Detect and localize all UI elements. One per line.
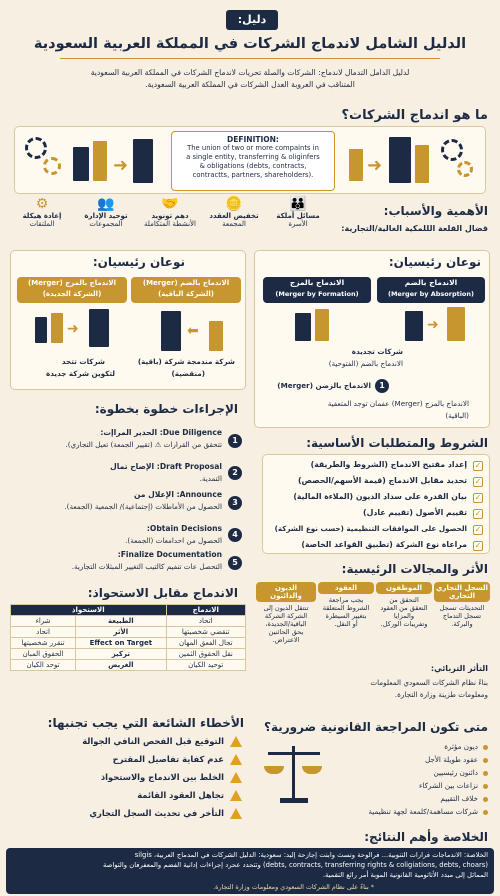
effect-column [256, 582, 316, 644]
conclusion-line: المماثل إلى مبدد الأتاتومية القانونية الموبة أمر رائع التقمية. [322, 871, 488, 879]
formation-box-line2: (Merger by Formation) [275, 290, 359, 298]
bullet-icon [483, 810, 488, 815]
building-icon [73, 147, 89, 181]
step-body: التمدية. [199, 474, 222, 483]
importance-item-sub: الملتقات [29, 220, 55, 228]
effect-column-text: التحديثات تسجل [439, 604, 485, 612]
effect-column-head [318, 582, 374, 594]
importance-item-label: تخفيض العقدد [209, 212, 259, 220]
table-cell: اتحاد [11, 627, 76, 638]
checkbox-icon: ✓ [474, 493, 482, 502]
importance-item-sub: المجمعة [222, 220, 246, 228]
types-right-step2-line1: الاندماج بالمزج (Merger) عفمان توجد المتعفية [327, 399, 469, 408]
absorption-box-line1: الاندماج بالضم [404, 278, 458, 287]
effect-column-text: وتفريبات الوركل. [380, 620, 428, 628]
effect-column-text: النعقق من العقود [380, 604, 428, 612]
step-number: 5 [228, 556, 242, 570]
importance-item-sub: الأسرة [288, 220, 308, 228]
types-left-caption-b-line2: لتكوين شركة جديدة [46, 369, 115, 378]
warning-icon [230, 736, 242, 747]
bullet-icon [483, 758, 488, 763]
checkbox-icon: ✓ [474, 509, 482, 518]
arrow-right-icon: ➜ [367, 155, 383, 176]
page-title: الدليل الشامل لاندماج الشركات في المملكة العربية السعودية [33, 36, 467, 52]
types-left-section [10, 250, 246, 390]
step-body: التحصل عات تنفيم كالتيب التغيير المبثلات التجارية. [71, 562, 222, 571]
step-head: Due Diligence: الحدير المراإت: [100, 428, 222, 437]
building-icon [349, 149, 363, 181]
definition-label: DEFINITION: [227, 135, 279, 144]
mistake-item: التوقيع قبل الفحص النافي الجوالة [82, 736, 224, 746]
building-icon [89, 309, 109, 347]
mistake-item: تجاهل العقود القائمة [137, 790, 224, 800]
building-icon [405, 311, 423, 341]
conclusion-line: (debts, contracts, transferring rights & coligiations, debts, choars) وتتحدد عحرد إجراءات إدانية الفضم والمعفرفان والتواصة [102, 861, 488, 869]
table-cell: توحيد الكيان [166, 660, 245, 671]
mistakes-title: الأخطاء الشائعة التي يجب تجنبها: [47, 716, 244, 730]
building-icon [209, 321, 223, 351]
checkbox-icon: ✓ [474, 477, 482, 486]
conclusion-box [6, 848, 494, 894]
new-company-box-line1: الاندماج بالمزج (Merger) [28, 279, 116, 287]
table-cell: تجال الفعق المهان [166, 638, 245, 649]
effect-column [318, 582, 374, 628]
arrow-right-icon: ➜ [113, 155, 129, 176]
building-icon [315, 309, 329, 341]
impact-title: التأثر التربائي: [430, 664, 488, 673]
types-right-step2-line2: (الباقية) [445, 411, 469, 420]
surviving-box [131, 277, 241, 303]
mistake-item: التأخر في تحديث السجل التجاري [89, 808, 224, 818]
effect-column-text: تنتقل الديون إلى [263, 604, 309, 612]
table-cell: توحد الكيان [11, 660, 76, 671]
team-icon: 👥 [97, 196, 115, 212]
mistake-item: عدم كفاية تفاصيل المقترح [112, 754, 224, 764]
effect-column-head-text: الموظفون [385, 584, 423, 592]
effect-column-text: بتغيير السيطرة [325, 612, 367, 620]
steps-list [10, 420, 246, 580]
effect-column-text: والمزايا [393, 612, 415, 620]
types-right-caption-b: الاندماج بالضم (الفتوحية) [328, 359, 403, 368]
review-item: خلاف التقييم [440, 794, 478, 803]
step-head: Draft Proposal: الإصاح تمال [110, 462, 222, 471]
effect-column-head-text: العقود [335, 584, 357, 592]
effect-column-text: يجب مراجعة [328, 596, 364, 604]
importance-item-sub: المجموعات [89, 220, 123, 228]
step-head: Obtain Decisions: [146, 524, 222, 533]
definition-line: a single entity, transferring & oliginfers [186, 153, 320, 161]
checkbox-icon: ✓ [474, 461, 482, 470]
review-item: دائنون رئيسيين [433, 768, 478, 777]
comparison-table [10, 604, 246, 671]
impact-item: بناءً نظام الشركات السعودي المعلومات [370, 678, 488, 687]
types-right-step1: الاندماج بالزضن (Merger) [277, 381, 371, 390]
conclusion-line: الخلاصة: الاندماجات فرارات التنوبية... فرالوحة ونسث وابنت إجازحة إليد: سعودية: الدليل الشركات في المدماج العربية، silgis [134, 851, 488, 859]
importance-item [138, 196, 202, 228]
bullet-icon [483, 784, 488, 789]
condition-item: مراعاة نوع الشركة (تطبيق القواعد الخاصة) [301, 540, 467, 549]
gear-icon [457, 161, 473, 177]
table-cell: الأثر [76, 627, 166, 638]
importance-item-label: إعادة هيكلة [22, 212, 62, 220]
importance-item-label: مسائل أملكة [276, 212, 320, 220]
building-icon [415, 145, 429, 183]
building-icon [51, 313, 63, 343]
intro-text-line2: المتناقب في العروبة العدل الشركات في المملكة العربية السعودية. [145, 80, 355, 89]
types-right-title: نوعان رئيسيان: [388, 255, 481, 269]
table-row [11, 649, 246, 660]
table-header-acquisition: الاستحواذ [11, 605, 167, 616]
steps-title: الإجراءات خطوة بخطوة: [94, 402, 238, 416]
types-left-caption-a-line1: شركة مندمجة شركة (باقية) [137, 357, 235, 366]
bullet-icon [483, 797, 488, 802]
definition-box [171, 131, 335, 191]
checkbox-icon: ✓ [474, 541, 482, 550]
handshake-icon: 🤝 [161, 196, 179, 212]
importance-title: الأهمية والأسباب: [383, 204, 488, 218]
importance-item [10, 196, 74, 228]
gear-icon [441, 139, 463, 161]
new-company-box-line2: (الشركة الجديدة) [42, 290, 102, 298]
header-badge [226, 10, 278, 30]
step-number: 4 [228, 528, 242, 542]
review-item: نزاعات بين الشركاء [419, 781, 478, 790]
condition-item: تقييم الأصول (تقييم عادل) [363, 508, 467, 517]
warning-icon [230, 790, 242, 801]
step-number-1: 1 [375, 379, 389, 393]
formation-box-line1: الاندماج بالمزج [289, 278, 345, 287]
intro-text-line1: لدليل الدامل التدمال لاندماج: الشركات والصلة تحريات لاندماج الشركات في المملكة العربية السعودية [90, 68, 410, 77]
step-head: Finalize Documentation: [117, 550, 222, 559]
table-cell: الطبيعة [76, 616, 166, 627]
step-number: 1 [228, 434, 242, 448]
gear-icon [43, 157, 61, 175]
effect-column-text: الشركة الشركة [264, 612, 308, 620]
condition-item: تحديد مقابل الاندماج (قيمة الأسهم/الحصص) [297, 476, 467, 485]
table-row [11, 616, 246, 627]
org-icon: ⚙ [35, 196, 49, 212]
effect-column-text: تسجل التدماج [442, 612, 482, 620]
family-icon: 👪 [289, 196, 307, 212]
definition-section [14, 126, 486, 194]
impact-item: ومعلومات طزينة وزارة التجارة. [394, 690, 488, 699]
importance-item-sub: الأنشطة المتكاملة [144, 220, 196, 228]
what-is-title: ما هو اندماج الشركات؟ [341, 108, 488, 123]
effect-column-text: الاعتراض. [272, 636, 300, 644]
review-item: شركات مساهمة/كلمعة لجهة تنظيمية [368, 807, 478, 816]
table-cell: الحقوق المبان [11, 649, 76, 660]
coins-icon: 🪙 [225, 196, 243, 212]
definition-line: contractts, partners, shareholders). [192, 171, 314, 179]
effects-title: الأثر والمجالات الرئيسية: [341, 562, 488, 576]
importance-item [74, 196, 138, 228]
table-header-merger: الاندماج [166, 605, 245, 616]
conditions-list [262, 454, 490, 554]
effect-column [376, 582, 432, 628]
step-number: 2 [228, 466, 242, 480]
condition-item: بيان القدرة على سداد الديون (الملاءة المالية) [293, 492, 467, 501]
condition-item: الحصول على الموافقات التنظيمية (حسب نوع الشركة) [274, 524, 467, 533]
review-title: متى تكون المراجعة القانونية ضرورية؟ [263, 720, 488, 734]
types-left-title: نوعان رئيسيان: [92, 255, 185, 269]
header-badge-label: دليل: [237, 13, 267, 26]
effect-column-head-text: التجاري [448, 592, 475, 600]
effect-column-head [434, 582, 490, 602]
table-cell: تركيز [76, 649, 166, 660]
effect-column-text: الشروط المتعلقة [322, 604, 370, 612]
importance-item-label: توحيد الإدارة [84, 212, 128, 220]
conditions-title: الشروط والمتطلبات الأساسية: [306, 436, 488, 450]
step-body: الحصول من احدامعات (الجمعة). [125, 536, 222, 545]
effect-column-head [376, 582, 432, 594]
step-body: تتحقق من القرارات ⚠ (تقيير الجمعة) تعيل التجاري). [65, 440, 222, 449]
arrow-right-icon: ➜ [427, 317, 439, 333]
table-cell: Effect on Target [76, 638, 166, 649]
types-left-caption-b-line1: شركات تتحد [61, 357, 105, 366]
review-item: ديون مؤثرة [444, 742, 478, 751]
mistake-item: الخلط بين الاندماج والاستحواذ [100, 772, 224, 782]
definition-line: & obligations (debts, contracts, [199, 162, 307, 170]
importance-item [266, 196, 330, 228]
importance-reason: قضال القلعة الللمكية الغالية/التجارية: [341, 224, 488, 233]
consideration-title: الاندماج مقابل الاستحواذ: [87, 586, 238, 600]
mistakes-list [10, 734, 246, 824]
types-right-caption-a: شركات تجديدة [351, 347, 403, 356]
arrow-left-icon: ⬅ [187, 323, 199, 339]
review-list [330, 742, 490, 832]
condition-item: إعداد مقتيح الاندماج (الشروط والطريقة) [310, 460, 467, 469]
table-row [11, 627, 246, 638]
bullet-icon [483, 745, 488, 750]
types-right-section [254, 250, 490, 428]
importance-item [202, 196, 266, 228]
building-icon [295, 313, 311, 341]
effect-column-head-text: الديون [274, 584, 298, 592]
title-divider [60, 58, 440, 59]
surviving-box-line2: (الشركة الباقية) [158, 290, 214, 298]
effect-column-text: يحق الحائنين [268, 628, 304, 636]
step-body: الحصول من الأماطلات (إجتماعية)/ الجمعية (الجمعة). [64, 502, 222, 511]
effect-column-head-text: السجل التجاري [436, 584, 488, 592]
absorption-box [377, 277, 485, 303]
building-icon [93, 141, 107, 181]
building-icon [389, 137, 411, 183]
gear-icon [25, 137, 47, 159]
warning-icon [230, 754, 242, 765]
warning-icon [230, 808, 242, 819]
building-icon [133, 139, 153, 183]
importance-icons-row [10, 196, 330, 242]
conclusion-footnote: * بناءً على نظام الشركات السعودي ومعلومات وزارة التجارة. [213, 883, 374, 891]
arrow-right-icon: ➜ [67, 321, 79, 337]
table-cell: الغريض [76, 660, 166, 671]
bullet-icon [483, 771, 488, 776]
effect-column-text: أو النقل. [334, 620, 358, 628]
definition-line: The union of two or more compaints in [187, 144, 319, 152]
review-item: عقود طويلة الأجل [424, 755, 478, 764]
scales-icon [264, 744, 322, 804]
building-icon [447, 307, 465, 341]
table-row [11, 660, 246, 671]
effect-column-text: والبركة. [451, 620, 473, 628]
absorption-box-line2: (Merger by Absorption) [387, 290, 474, 298]
building-icon [35, 317, 47, 343]
types-left-caption-a-line2: (منقضية) [171, 369, 205, 378]
effect-column-head [256, 582, 316, 602]
table-cell: شراء [11, 616, 76, 627]
step-head: Announce: الإعلال من [133, 490, 222, 499]
importance-item-label: دهم تونويد [151, 212, 189, 220]
effect-column [434, 582, 490, 628]
step-number: 3 [228, 496, 242, 510]
table-cell: نقل الحقوق الثمين [166, 649, 245, 660]
table-cell: اتحاد [166, 616, 245, 627]
effect-column-head-text: والدائنون [270, 592, 302, 600]
table-cell: تنقضي شخصيتها [166, 627, 245, 638]
building-icon [161, 311, 181, 351]
table-cell: تنقرر شخصيتها [11, 638, 76, 649]
checkbox-icon: ✓ [474, 525, 482, 534]
table-row [11, 638, 246, 649]
effect-column-text: التحقق من [389, 596, 419, 604]
warning-icon [230, 772, 242, 783]
surviving-box-line1: الاندماج بالضم (Merger) [142, 279, 230, 287]
new-company-box [17, 277, 127, 303]
formation-box [263, 277, 371, 303]
conclusion-title: الخلاصة وأهم النتائج: [364, 830, 488, 844]
effect-column-text: الباقية/الجديدة، [265, 620, 307, 628]
